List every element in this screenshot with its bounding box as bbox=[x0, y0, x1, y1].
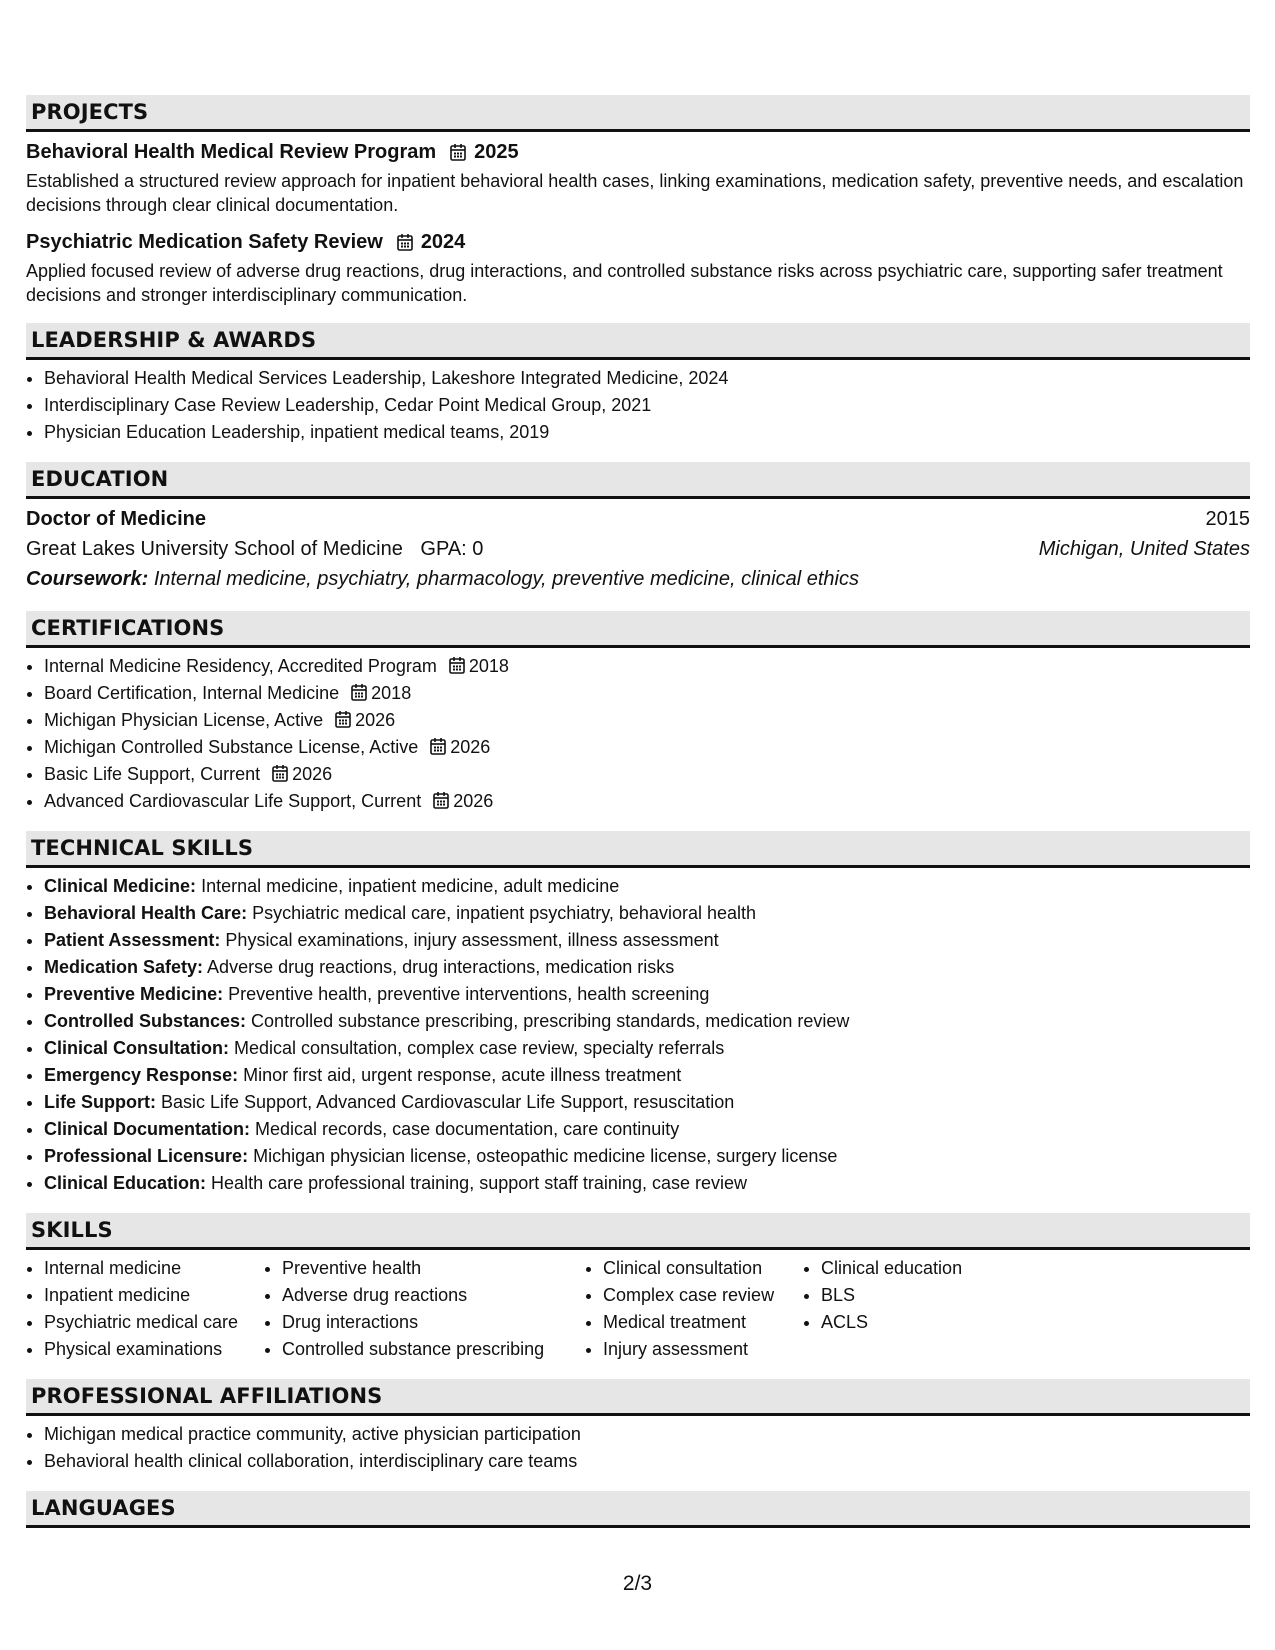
section-heading-skills bbox=[26, 1213, 1250, 1250]
section-title: SKILLS bbox=[31, 1218, 113, 1242]
list-item: • Behavioral Health Medical Services Leadership, Lakeshore Integrated Medicine, 2024 bbox=[44, 365, 1250, 392]
certification-name: Michigan Physician License, Active bbox=[44, 710, 324, 730]
section-title: LEADERSHIP & AWARDS bbox=[31, 328, 317, 352]
certification-year: 2018 bbox=[371, 683, 412, 703]
skill-text: Preventive health, preventive interventions, health screening bbox=[228, 984, 710, 1004]
list-item bbox=[44, 1143, 1250, 1170]
list-item bbox=[44, 927, 1250, 954]
list-item bbox=[44, 1008, 1250, 1035]
skill-text: Physical examinations, injury assessment, illness assessment bbox=[225, 930, 719, 950]
list-item: • Physical examinations bbox=[44, 1336, 264, 1363]
certification-year: 2026 bbox=[355, 710, 396, 730]
skill-label: Controlled Substances: bbox=[44, 1011, 247, 1031]
section-heading-education bbox=[26, 462, 1250, 499]
skill-label: Life Support: bbox=[44, 1092, 156, 1112]
list-item: • BLS bbox=[821, 1282, 1041, 1309]
skill-label: Preventive Medicine: bbox=[44, 984, 224, 1004]
skill-label: Clinical Education: bbox=[44, 1173, 207, 1193]
resume-page bbox=[26, 95, 1250, 1528]
list-item bbox=[44, 1116, 1250, 1143]
list-item bbox=[44, 954, 1250, 981]
calendar-icon bbox=[351, 683, 367, 701]
calendar-icon bbox=[430, 737, 446, 755]
section-heading-projects bbox=[26, 95, 1250, 132]
project-year: 2025 bbox=[474, 140, 519, 163]
degree: Doctor of Medicine bbox=[26, 507, 207, 530]
certification-item bbox=[44, 653, 1250, 680]
list-item bbox=[44, 900, 1250, 927]
certification-name: Michigan Controlled Substance License, Active bbox=[44, 737, 419, 757]
skills-column bbox=[585, 1255, 803, 1363]
section-title: PROJECTS bbox=[31, 100, 149, 124]
skills-column bbox=[264, 1255, 585, 1363]
section-title: LANGUAGES bbox=[31, 1496, 176, 1520]
list-item: • Interdisciplinary Case Review Leadership, Cedar Point Medical Group, 2021 bbox=[44, 392, 1250, 419]
skill-text: Basic Life Support, Advanced Cardiovascular Life Support, resuscitation bbox=[161, 1092, 735, 1112]
list-item: • Medical treatment bbox=[603, 1309, 803, 1336]
school-location: Michigan, United States bbox=[1038, 537, 1250, 560]
list-item bbox=[44, 1062, 1250, 1089]
skill-text: Adverse drug reactions, drug interactions, medication risks bbox=[207, 957, 675, 977]
list-item: • Clinical education bbox=[821, 1255, 1041, 1282]
certifications-list bbox=[26, 653, 1250, 815]
list-item bbox=[44, 1170, 1250, 1197]
list-item bbox=[44, 1035, 1250, 1062]
certification-year: 2018 bbox=[468, 656, 509, 676]
section-title: TECHNICAL SKILLS bbox=[31, 836, 254, 860]
section-heading-technical-skills bbox=[26, 831, 1250, 868]
list-item: • Behavioral health clinical collaboration, interdisciplinary care teams bbox=[44, 1448, 1250, 1475]
list-item: • Adverse drug reactions bbox=[282, 1282, 585, 1309]
list-item: • Inpatient medicine bbox=[44, 1282, 264, 1309]
skills-column bbox=[26, 1255, 264, 1363]
list-item: • Complex case review bbox=[603, 1282, 803, 1309]
skill-label: Clinical Consultation: bbox=[44, 1038, 230, 1058]
project-item bbox=[26, 227, 1250, 307]
technical-skills-list bbox=[26, 873, 1250, 1197]
skill-text: Controlled substance prescribing, prescribing standards, medication review bbox=[251, 1011, 850, 1031]
calendar-icon bbox=[450, 143, 466, 161]
certification-name: Basic Life Support, Current bbox=[44, 764, 261, 784]
section-heading-leadership bbox=[26, 323, 1250, 360]
page-number: 2/3 bbox=[622, 1572, 653, 1595]
list-item: • Psychiatric medical care bbox=[44, 1309, 264, 1336]
section-heading-languages bbox=[26, 1491, 1250, 1528]
section-heading-affiliations bbox=[26, 1379, 1250, 1416]
calendar-icon bbox=[335, 710, 351, 728]
certification-name: Board Certification, Internal Medicine bbox=[44, 683, 340, 703]
calendar-icon bbox=[272, 764, 288, 782]
skill-text: Internal medicine, inpatient medicine, adult medicine bbox=[201, 876, 620, 896]
calendar-icon bbox=[397, 233, 413, 251]
skill-label: Behavioral Health Care: bbox=[44, 903, 248, 923]
certification-item bbox=[44, 734, 1250, 761]
certification-item bbox=[44, 788, 1250, 815]
section-title: EDUCATION bbox=[31, 467, 169, 491]
skill-label: Medication Safety: bbox=[44, 957, 204, 977]
skill-label: Clinical Medicine: bbox=[44, 876, 197, 896]
certification-item bbox=[44, 680, 1250, 707]
coursework-label: Coursework: bbox=[26, 567, 149, 590]
section-title: PROFESSIONAL AFFILIATIONS bbox=[31, 1384, 383, 1408]
project-description: Established a structured review approach for inpatient behavioral health cases, linking examinations, medication safety, preventive needs, and escalation decisions through clear clinical documentation. bbox=[26, 171, 1244, 215]
project-title: Behavioral Health Medical Review Program bbox=[26, 140, 437, 163]
list-item: • Injury assessment bbox=[603, 1336, 803, 1363]
calendar-icon bbox=[433, 791, 449, 809]
list-item bbox=[44, 873, 1250, 900]
certification-year: 2026 bbox=[450, 737, 491, 757]
certification-year: 2026 bbox=[453, 791, 494, 811]
list-item: • Michigan medical practice community, active physician participation bbox=[44, 1421, 1250, 1448]
project-title: Psychiatric Medication Safety Review bbox=[26, 230, 383, 253]
skill-label: Patient Assessment: bbox=[44, 930, 221, 950]
skill-text: Medical consultation, complex case review, specialty referrals bbox=[234, 1038, 725, 1058]
skill-text: Medical records, case documentation, care continuity bbox=[255, 1119, 680, 1139]
list-item: • Drug interactions bbox=[282, 1309, 585, 1336]
skills-column bbox=[803, 1255, 1041, 1363]
list-item: • ACLS bbox=[821, 1309, 1041, 1336]
certification-name: Internal Medicine Residency, Accredited Program bbox=[44, 656, 437, 676]
skill-text: Health care professional training, support staff training, case review bbox=[211, 1173, 747, 1193]
list-item: • Internal medicine bbox=[44, 1255, 264, 1282]
certification-item bbox=[44, 707, 1250, 734]
certification-name: Advanced Cardiovascular Life Support, Current bbox=[44, 791, 422, 811]
project-item bbox=[26, 137, 1250, 217]
list-item: • Preventive health bbox=[282, 1255, 585, 1282]
coursework-text: Internal medicine, psychiatry, pharmacology, preventive medicine, clinical ethics bbox=[153, 567, 859, 590]
gpa: GPA: 0 bbox=[420, 537, 484, 560]
section-heading-certifications bbox=[26, 611, 1250, 648]
skill-label: Clinical Documentation: bbox=[44, 1119, 251, 1139]
education-entry bbox=[26, 504, 1250, 594]
project-year: 2024 bbox=[420, 230, 466, 253]
skill-label: Emergency Response: bbox=[44, 1065, 239, 1085]
list-item bbox=[44, 981, 1250, 1008]
list-item bbox=[44, 1089, 1250, 1116]
skill-text: Michigan physician license, osteopathic medicine license, surgery license bbox=[253, 1146, 838, 1166]
project-description: Applied focused review of adverse drug reactions, drug interactions, and controlled substance risks across psychiatric care, supporting safer treatment decisions and stronger interdisciplinary communication. bbox=[26, 261, 1223, 305]
list-item: • Clinical consultation bbox=[603, 1255, 803, 1282]
skill-label: Professional Licensure: bbox=[44, 1146, 249, 1166]
certification-year: 2026 bbox=[292, 764, 333, 784]
certification-item bbox=[44, 761, 1250, 788]
list-item: • Controlled substance prescribing bbox=[282, 1336, 585, 1363]
skills-grid bbox=[26, 1255, 1250, 1363]
graduation-year: 2015 bbox=[1205, 507, 1250, 530]
affiliations-list bbox=[26, 1421, 1250, 1475]
leadership-list bbox=[26, 365, 1250, 446]
section-title: CERTIFICATIONS bbox=[31, 616, 225, 640]
school-name: Great Lakes University School of Medicine bbox=[26, 537, 403, 560]
skill-text: Minor first aid, urgent response, acute illness treatment bbox=[243, 1065, 682, 1085]
calendar-icon bbox=[449, 656, 465, 674]
skill-text: Psychiatric medical care, inpatient psychiatry, behavioral health bbox=[252, 903, 757, 923]
list-item: • Physician Education Leadership, inpatient medical teams, 2019 bbox=[44, 419, 1250, 446]
